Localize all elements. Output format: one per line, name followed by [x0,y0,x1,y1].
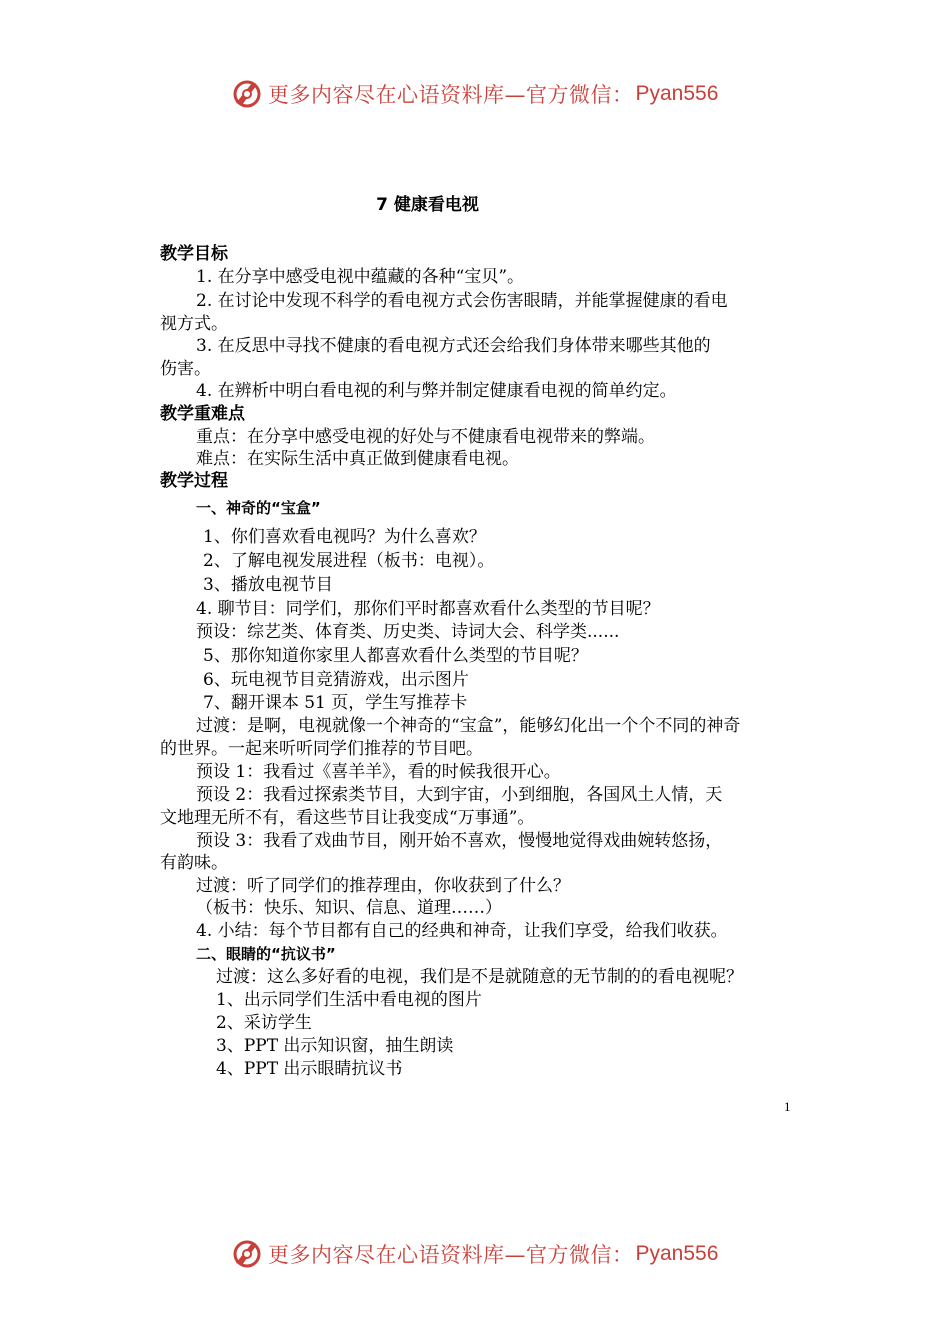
step-1: 1、你们喜欢看电视吗？为什么喜欢？ [203,527,486,547]
step-2: 2、了解电视发展进程（板书：电视）。 [203,551,495,571]
header-banner [0,72,950,116]
goal-1: 1. 在分享中感受电视中蕴藏的各种“宝贝”。 [196,267,525,287]
step-7: 7、翻开课本 51 页，学生写推荐卡 [203,693,468,713]
preset-2-cont: 文地理无所不有，看这些节目让我变成“万事通”。 [160,808,535,828]
goal-4: 4. 在辨析中明白看电视的利与弊并制定健康看电视的简单约定。 [196,381,677,401]
summary: 4. 小结：每个节目都有自己的经典和神奇，让我们享受，给我们收获。 [196,921,728,941]
part-2-step-2: 2、采访学生 [216,1013,312,1033]
step-5: 5、那你知道你家里人都喜欢看什么类型的节目呢？ [203,646,588,666]
part-2-heading: 二、眼睛的“抗议书” [196,945,336,963]
section-heading-goals: 教学目标 [160,244,228,264]
preset-2: 预设 2：我看过探索类节目，大到宇宙，小到细胞，各国风土人情，天 [196,785,723,805]
banner-text: 更多内容尽在心语资料库—官方微信： [268,83,634,107]
goal-3: 3. 在反思中寻找不健康的看电视方式还会给我们身体带来哪些其他的 [196,336,711,356]
banner-wechat-id: Pyan556 [635,1242,719,1265]
lesson-title: 7 健康看电视 [376,195,479,215]
brand-logo-icon [230,1237,264,1271]
preset-3: 预设 3：我看了戏曲节目，刚开始不喜欢，慢慢地觉得戏曲婉转悠扬， [196,831,723,851]
step-3: 3、播放电视节目 [203,575,333,595]
difficult-point: 难点：在实际生活中真正做到健康看电视。 [196,449,519,469]
page-number: 1 [784,1099,791,1114]
step-6: 6、玩电视节目竞猜游戏，出示图片 [203,670,469,690]
preset-3-cont: 有韵味。 [160,853,228,873]
part-2-step-1: 1、出示同学们生活中看电视的图片 [216,990,482,1010]
step-4: 4. 聊节目：同学们，那你们平时都喜欢看什么类型的节目呢？ [196,599,660,619]
transition-1-cont: 的世界。一起来听听同学们推荐的节目吧。 [160,739,483,759]
brand-logo-icon [230,77,264,111]
preset-genres: 预设：综艺类、体育类、历史类、诗词大会、科学类...... [196,622,620,642]
goal-3-cont: 伤害。 [160,359,211,379]
key-point: 重点：在分享中感受电视的好处与不健康看电视带来的弊端。 [196,427,655,447]
section-heading-keypoints: 教学重难点 [160,404,245,424]
banner-wechat-id: Pyan556 [635,82,719,105]
goal-2-cont: 视方式。 [160,314,228,334]
transition-2: 过渡：听了同学们的推荐理由，你收获到了什么？ [196,876,570,896]
transition-1: 过渡：是啊，电视就像一个神奇的“宝盒”，能够幻化出一个个不同的神奇 [196,716,741,736]
board-note: （板书：快乐、知识、信息、道理……） [196,898,502,918]
part-2-step-4: 4、PPT 出示眼睛抗议书 [216,1059,403,1079]
banner-text: 更多内容尽在心语资料库—官方微信： [268,1243,634,1267]
section-heading-process: 教学过程 [160,471,228,491]
footer-banner [0,1232,950,1276]
preset-1: 预设 1：我看过《喜羊羊》，看的时候我很开心。 [196,762,561,782]
goal-2: 2. 在讨论中发现不科学的看电视方式会伤害眼睛，并能掌握健康的看电 [196,291,728,311]
transition-3: 过渡：这么多好看的电视，我们是不是就随意的无节制的的看电视呢？ [216,967,743,987]
part-2-step-3: 3、PPT 出示知识窗，抽生朗读 [216,1036,454,1056]
part-1-heading: 一、神奇的“宝盒” [196,499,321,517]
